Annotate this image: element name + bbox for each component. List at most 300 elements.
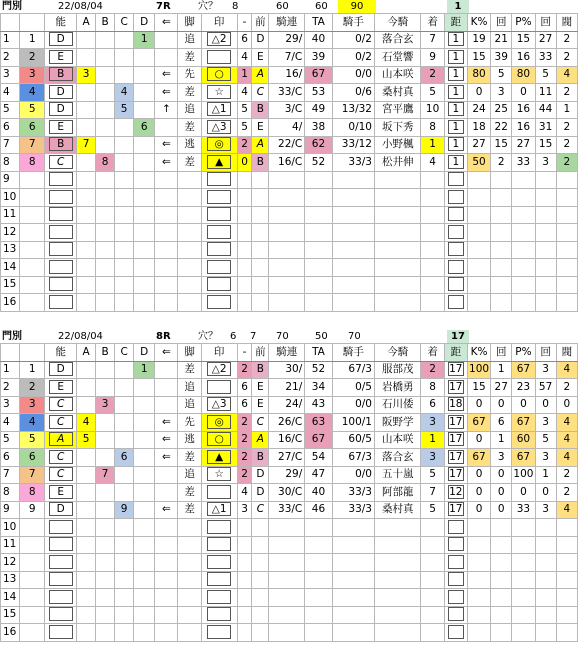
cell-kyaku: 追 xyxy=(178,101,201,119)
cell-batsu xyxy=(556,554,577,572)
cell-kyaku xyxy=(178,171,201,189)
cell-dash: 2 xyxy=(237,136,252,154)
empty-box xyxy=(49,607,73,621)
cell-kyaku xyxy=(178,206,201,224)
cell-waku xyxy=(20,206,45,224)
cell-p-pct xyxy=(512,224,535,242)
empty-box xyxy=(207,190,231,204)
cell-waku xyxy=(20,554,45,572)
cell-umaban: 15 xyxy=(1,276,20,294)
cell-ta: 38 xyxy=(305,119,332,137)
cell-col-d xyxy=(134,84,155,102)
cell-col-a xyxy=(77,554,96,572)
cell-mae xyxy=(252,606,269,624)
empty-box xyxy=(49,207,73,221)
cell-konki xyxy=(374,606,420,624)
cell-k-pct: 19 xyxy=(467,31,490,49)
cell-shirushi xyxy=(201,624,237,642)
cell-arrow: ⇐ xyxy=(155,154,178,172)
header-col-c: C xyxy=(115,344,134,362)
table-row xyxy=(1,554,578,572)
cell-k-pct xyxy=(467,224,490,242)
cell-nou xyxy=(45,484,77,502)
cell-dash xyxy=(237,571,252,589)
cell-col-c xyxy=(115,206,134,224)
header-kai1: 回 xyxy=(491,344,512,362)
cell-col-a xyxy=(77,189,96,207)
cell-col-b xyxy=(96,49,115,67)
cell-konki: 五十嵐 xyxy=(374,466,420,484)
cell-dash xyxy=(237,519,252,537)
empty-box xyxy=(207,590,231,604)
header-nou: 能 xyxy=(45,14,77,32)
cell-col-d xyxy=(134,536,155,554)
cell-kiren: 33/C xyxy=(269,501,305,519)
table-row xyxy=(1,136,578,154)
cell-col-b xyxy=(96,624,115,642)
cell-p-pct: 67 xyxy=(512,361,535,379)
header-batsu: 閥 xyxy=(556,344,577,362)
cell-nou xyxy=(45,396,77,414)
cell-col-c xyxy=(115,294,134,312)
empty-box xyxy=(49,537,73,551)
cell-col-a xyxy=(77,606,96,624)
cell-kai2: 15 xyxy=(535,136,556,154)
table-row xyxy=(1,66,578,84)
cell-chaku: 5 xyxy=(421,501,444,519)
cell-col-a xyxy=(77,484,96,502)
cell-umaban: 12 xyxy=(1,554,20,572)
cell-k-pct: 67 xyxy=(467,449,490,467)
empty-box xyxy=(49,277,73,291)
empty-box xyxy=(448,520,464,534)
cell-col-b xyxy=(96,84,115,102)
cell-chaku xyxy=(421,189,444,207)
shirushi-box: ▲ xyxy=(207,450,231,464)
cell-p-pct xyxy=(512,294,535,312)
kyori-box: 12 xyxy=(449,485,463,498)
cell-dash: 2 xyxy=(237,414,252,432)
kyori-box: 1 xyxy=(448,67,464,81)
table-row xyxy=(1,276,578,294)
cell-kyori xyxy=(444,84,467,102)
cell-shirushi xyxy=(201,101,237,119)
cell-arrow: ⇐ xyxy=(155,414,178,432)
cell-nou xyxy=(45,431,77,449)
cell-kai1: 3 xyxy=(491,84,512,102)
cell-col-a: 5 xyxy=(77,431,96,449)
cell-kai2: 33 xyxy=(535,49,556,67)
cell-chaku: 4 xyxy=(421,154,444,172)
cell-umaban: 10 xyxy=(1,519,20,537)
empty-box xyxy=(207,277,231,291)
cell-ta: 62 xyxy=(305,136,332,154)
cell-col-d: 6 xyxy=(134,119,155,137)
cell-arrow xyxy=(155,294,178,312)
cell-kai1: 22 xyxy=(491,119,512,137)
cell-col-b xyxy=(96,66,115,84)
cell-k-pct: 27 xyxy=(467,136,490,154)
table-row xyxy=(1,361,578,379)
cell-dash xyxy=(237,241,252,259)
empty-box xyxy=(49,172,73,186)
cell-chaku: 8 xyxy=(421,379,444,397)
cell-shirushi xyxy=(201,154,237,172)
cell-kiren xyxy=(269,276,305,294)
cell-batsu: 2 xyxy=(556,119,577,137)
nou-box: C xyxy=(49,397,73,411)
title-n2: 60 xyxy=(276,1,289,12)
cell-dash xyxy=(237,554,252,572)
cell-col-d xyxy=(134,189,155,207)
cell-kyori xyxy=(444,66,467,84)
cell-mae xyxy=(252,171,269,189)
cell-kyaku xyxy=(178,536,201,554)
cell-konki xyxy=(374,624,420,642)
cell-col-a xyxy=(77,241,96,259)
cell-col-b xyxy=(96,119,115,137)
cell-col-a xyxy=(77,84,96,102)
cell-col-c xyxy=(115,484,134,502)
cell-batsu xyxy=(556,536,577,554)
header-col-c: C xyxy=(115,14,134,32)
cell-kyaku xyxy=(178,606,201,624)
cell-kai1 xyxy=(491,171,512,189)
cell-ta: 67 xyxy=(305,66,332,84)
cell-col-b xyxy=(96,571,115,589)
cell-col-d xyxy=(134,414,155,432)
nou-box: C xyxy=(49,415,73,429)
cell-kai1: 27 xyxy=(491,379,512,397)
cell-col-c xyxy=(115,379,134,397)
cell-col-b xyxy=(96,536,115,554)
cell-kiren xyxy=(269,189,305,207)
cell-col-a xyxy=(77,49,96,67)
kyori-box: 17 xyxy=(449,450,463,463)
cell-nou xyxy=(45,171,77,189)
cell-dash xyxy=(237,224,252,242)
cell-kai2: 27 xyxy=(535,31,556,49)
cell-konki: 落合玄 xyxy=(374,449,420,467)
cell-p-pct: 15 xyxy=(512,31,535,49)
table-row xyxy=(1,519,578,537)
cell-umaban: 5 xyxy=(1,101,20,119)
cell-mae: A xyxy=(252,66,269,84)
cell-col-d xyxy=(134,171,155,189)
title-n1b: 7 xyxy=(250,331,257,342)
cell-arrow xyxy=(155,396,178,414)
cell-kyori xyxy=(444,431,467,449)
nou-box: E xyxy=(49,50,73,64)
cell-mae: D xyxy=(252,31,269,49)
cell-konki: 桑村真 xyxy=(374,501,420,519)
cell-chaku xyxy=(421,589,444,607)
shirushi-box: ◎ xyxy=(207,137,231,151)
cell-batsu xyxy=(556,294,577,312)
cell-kishu xyxy=(332,224,374,242)
cell-arrow xyxy=(155,484,178,502)
cell-p-pct: 100 xyxy=(512,466,535,484)
table-row xyxy=(1,501,578,519)
cell-kai2 xyxy=(535,189,556,207)
race-date: 22/08/04 xyxy=(58,331,103,342)
cell-konki xyxy=(374,276,420,294)
header-shirushi: 印 xyxy=(201,14,237,32)
empty-box xyxy=(207,572,231,586)
cell-arrow xyxy=(155,466,178,484)
header-ta: TA xyxy=(305,344,332,362)
cell-p-pct xyxy=(512,259,535,277)
header-waku xyxy=(20,14,45,32)
cell-chaku: 2 xyxy=(421,361,444,379)
cell-col-c xyxy=(115,431,134,449)
cell-p-pct xyxy=(512,554,535,572)
nou-box: A xyxy=(49,432,73,446)
cell-arrow xyxy=(155,589,178,607)
cell-kyaku: 差 xyxy=(178,49,201,67)
cell-kai1: 0 xyxy=(491,466,512,484)
cell-shirushi xyxy=(201,66,237,84)
cell-kishu: 100/1 xyxy=(332,414,374,432)
cell-nou xyxy=(45,501,77,519)
cell-col-b xyxy=(96,259,115,277)
nou-box: E xyxy=(49,380,73,394)
cell-kai2 xyxy=(535,589,556,607)
cell-ta xyxy=(305,276,332,294)
cell-k-pct: 0 xyxy=(467,484,490,502)
cell-kiren: 21/ xyxy=(269,379,305,397)
cell-batsu: 2 xyxy=(556,484,577,502)
cell-batsu xyxy=(556,259,577,277)
cell-kiren xyxy=(269,536,305,554)
cell-umaban: 3 xyxy=(1,396,20,414)
cell-umaban: 11 xyxy=(1,536,20,554)
cell-nou xyxy=(45,466,77,484)
cell-col-c xyxy=(115,49,134,67)
cell-col-a xyxy=(77,571,96,589)
empty-box xyxy=(448,242,464,256)
header-row xyxy=(1,14,578,32)
cell-mae xyxy=(252,189,269,207)
entries-table xyxy=(0,13,578,312)
cell-kyori xyxy=(444,189,467,207)
cell-mae: D xyxy=(252,466,269,484)
cell-col-c xyxy=(115,66,134,84)
cell-arrow xyxy=(155,119,178,137)
cell-kai1: 25 xyxy=(491,101,512,119)
cell-nou xyxy=(45,276,77,294)
cell-col-c xyxy=(115,571,134,589)
cell-arrow xyxy=(155,519,178,537)
cell-kai1 xyxy=(491,241,512,259)
cell-kai2: 3 xyxy=(535,414,556,432)
cell-batsu xyxy=(556,589,577,607)
cell-kiren: 16/C xyxy=(269,154,305,172)
empty-box xyxy=(49,242,73,256)
cell-k-pct xyxy=(467,206,490,224)
cell-mae: B xyxy=(252,101,269,119)
cell-ta: 52 xyxy=(305,154,332,172)
cell-kiren: 33/C xyxy=(269,84,305,102)
table-row xyxy=(1,431,578,449)
cell-shirushi xyxy=(201,379,237,397)
cell-kishu: 67/3 xyxy=(332,449,374,467)
cell-kishu xyxy=(332,554,374,572)
cell-kishu: 0/0 xyxy=(332,66,374,84)
cell-shirushi xyxy=(201,484,237,502)
cell-nou xyxy=(45,136,77,154)
cell-kishu xyxy=(332,276,374,294)
cell-ta xyxy=(305,189,332,207)
cell-kyori xyxy=(444,31,467,49)
cell-chaku xyxy=(421,536,444,554)
cell-col-c xyxy=(115,241,134,259)
cell-umaban: 9 xyxy=(1,501,20,519)
cell-kyori xyxy=(444,154,467,172)
cell-p-pct: 0 xyxy=(512,84,535,102)
cell-ta: 34 xyxy=(305,379,332,397)
cell-waku: 3 xyxy=(20,396,45,414)
cell-chaku: 1 xyxy=(421,136,444,154)
title-n1: 6 xyxy=(230,331,237,342)
cell-kiren xyxy=(269,571,305,589)
cell-mae: C xyxy=(252,501,269,519)
cell-nou xyxy=(45,66,77,84)
cell-col-b xyxy=(96,136,115,154)
cell-batsu: 4 xyxy=(556,449,577,467)
cell-kiren: 24/ xyxy=(269,396,305,414)
cell-umaban: 6 xyxy=(1,119,20,137)
cell-kyori xyxy=(444,294,467,312)
cell-waku: 1 xyxy=(20,361,45,379)
cell-chaku xyxy=(421,519,444,537)
cell-nou xyxy=(45,259,77,277)
cell-kai2: 1 xyxy=(535,466,556,484)
cell-arrow xyxy=(155,224,178,242)
cell-kiren: 29/ xyxy=(269,466,305,484)
cell-umaban: 9 xyxy=(1,171,20,189)
cell-col-a xyxy=(77,276,96,294)
empty-box xyxy=(49,590,73,604)
header-chaku: 着 xyxy=(421,14,444,32)
cell-kishu xyxy=(332,259,374,277)
cell-batsu: 1 xyxy=(556,101,577,119)
cell-mae xyxy=(252,589,269,607)
header-umaban xyxy=(1,344,20,362)
cell-col-c: 9 xyxy=(115,501,134,519)
cell-col-c xyxy=(115,624,134,642)
cell-kai2: 31 xyxy=(535,119,556,137)
cell-konki xyxy=(374,519,420,537)
cell-mae xyxy=(252,276,269,294)
cell-kai1: 0 xyxy=(491,484,512,502)
cell-ta xyxy=(305,606,332,624)
empty-box xyxy=(49,260,73,274)
cell-kishu xyxy=(332,536,374,554)
kyori-box: 17 xyxy=(449,363,463,376)
empty-box xyxy=(49,190,73,204)
cell-batsu: 4 xyxy=(556,361,577,379)
empty-box xyxy=(448,590,464,604)
cell-kyaku xyxy=(178,276,201,294)
cell-nou xyxy=(45,571,77,589)
cell-k-pct xyxy=(467,294,490,312)
cell-kai1: 6 xyxy=(491,414,512,432)
table-row xyxy=(1,154,578,172)
cell-chaku xyxy=(421,294,444,312)
cell-arrow: ⇐ xyxy=(155,136,178,154)
header-kai1: 回 xyxy=(491,14,512,32)
cell-chaku: 3 xyxy=(421,414,444,432)
cell-kai2 xyxy=(535,276,556,294)
nou-box: C xyxy=(49,450,73,464)
cell-dash xyxy=(237,606,252,624)
table-row xyxy=(1,396,578,414)
cell-kai1: 1 xyxy=(491,361,512,379)
cell-dash xyxy=(237,171,252,189)
cell-shirushi xyxy=(201,361,237,379)
table-row xyxy=(1,224,578,242)
cell-waku: 7 xyxy=(20,136,45,154)
cell-col-c xyxy=(115,536,134,554)
cell-waku xyxy=(20,624,45,642)
cell-mae: E xyxy=(252,49,269,67)
empty-box xyxy=(448,225,464,239)
empty-box xyxy=(49,572,73,586)
cell-kai1 xyxy=(491,536,512,554)
cell-waku xyxy=(20,536,45,554)
cell-p-pct: 16 xyxy=(512,101,535,119)
cell-shirushi xyxy=(201,449,237,467)
cell-col-c xyxy=(115,119,134,137)
cell-col-a xyxy=(77,31,96,49)
cell-kai2: 3 xyxy=(535,154,556,172)
kyori-box: 1 xyxy=(448,32,464,46)
cell-nou xyxy=(45,589,77,607)
header-konki: 今騎 xyxy=(374,344,420,362)
cell-p-pct: 0 xyxy=(512,396,535,414)
cell-kyaku xyxy=(178,519,201,537)
cell-kiren: 4/ xyxy=(269,119,305,137)
cell-kai2: 57 xyxy=(535,379,556,397)
cell-chaku xyxy=(421,224,444,242)
cell-col-c xyxy=(115,31,134,49)
cell-kai1 xyxy=(491,519,512,537)
cell-kyori xyxy=(444,101,467,119)
cell-kyori xyxy=(444,449,467,467)
cell-kyori xyxy=(444,484,467,502)
cell-shirushi xyxy=(201,501,237,519)
cell-col-d xyxy=(134,431,155,449)
shirushi-box: ▲ xyxy=(207,155,231,169)
shirushi-box xyxy=(207,50,231,64)
cell-shirushi xyxy=(201,554,237,572)
cell-k-pct: 15 xyxy=(467,379,490,397)
cell-kyori xyxy=(444,624,467,642)
cell-umaban: 8 xyxy=(1,484,20,502)
cell-dash xyxy=(237,189,252,207)
cell-kai1: 39 xyxy=(491,49,512,67)
nou-box: D xyxy=(49,102,73,116)
cell-col-d xyxy=(134,396,155,414)
cell-kishu xyxy=(332,589,374,607)
cell-shirushi xyxy=(201,606,237,624)
cell-k-pct: 50 xyxy=(467,154,490,172)
cell-waku xyxy=(20,519,45,537)
empty-box xyxy=(49,625,73,639)
cell-umaban: 14 xyxy=(1,259,20,277)
cell-waku xyxy=(20,276,45,294)
